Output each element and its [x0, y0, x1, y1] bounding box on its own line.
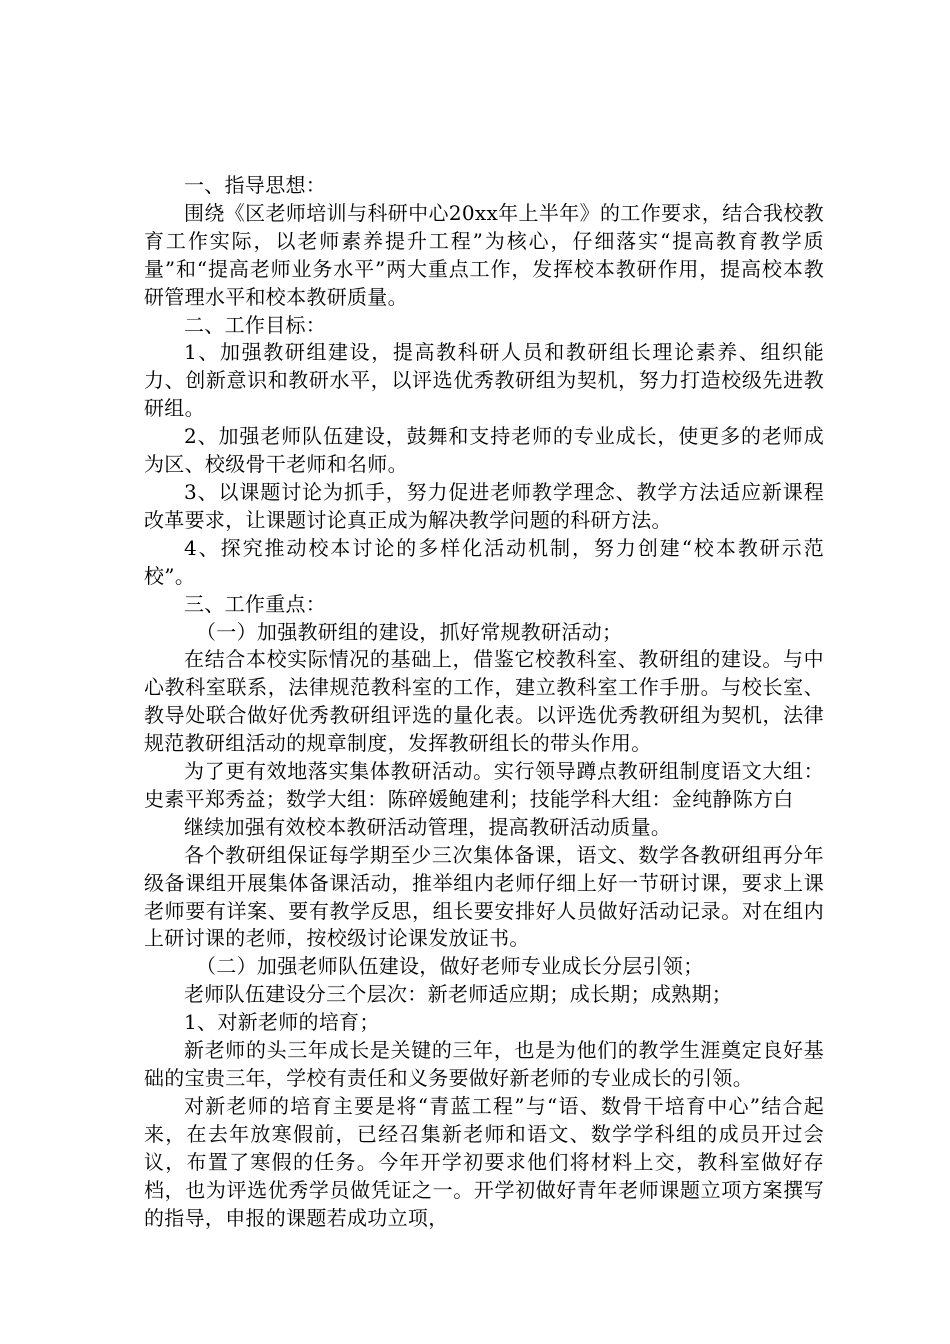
paragraph: 继续加强有效校本教研活动管理，提高教研活动质量。 — [184, 814, 672, 839]
heading-work-goals: 二、工作目标： — [184, 312, 327, 337]
paragraph: 为了更有效地落实集体教研活动。实行领导蹲点教研组制度语文大组：史素平郑秀益；数学大组：陈碎媛鲍建利；技能学科大组：金纯静陈方白 — [144, 759, 824, 811]
heading-guiding-ideology: 一、指导思想： — [184, 173, 327, 197]
heading-work-focus: 三、工作重点： — [184, 591, 327, 616]
paragraph: 对新老师的培育主要是将“青蓝工程”与“语、数骨干培育中心”结合起来，在去年放寒假前，已经召集新老师和语文、数学学科组的成员开过会议，布置了寒假的任务。今年开学初要求他们将材料上交，教科室做好存档，也为评选优秀学员做凭证之一。开学初做好青年老师课题立项方案撰写的指导，申报的课题若成功立项， — [144, 1093, 824, 1230]
paragraph: 围绕《区老师培训与科研中心20xx年上半年》的工作要求，结合我校教育工作实际，以老师素养提升工程”为核心，仔细落实“提高教育教学质量”和“提高老师业务水平”两大重点工作，发挥校本教研作用，提高校本教研管理水平和校本教研质量。 — [144, 200, 824, 309]
document-body — [144, 172, 824, 1232]
paragraph: 1、对新老师的培育； — [184, 1010, 380, 1035]
paragraph: 4、探究推动校本讨论的多样化活动机制，努力创建“校本教研示范校”。 — [144, 535, 824, 588]
paragraph: 各个教研组保证每学期至少三次集体备课，语文、数学各教研组再分年级备课组开展集体备课活动，推举组内老师仔细上好一节研讨课，要求上课老师要有详案、要有教学反思，组长要安排好人员做好活动记录。对在组内上研讨课的老师，按校级讨论课发放证书。 — [144, 842, 824, 951]
paragraph: 在结合本校实际情况的基础上，借鉴它校教科室、教研组的建设。与中心教科室联系，法律规范教科室的工作，建立教科室工作手册。与校长室、教导处联合做好优秀教研组评选的量化表。以评选优秀教研组为契机，法律规范教研组活动的规章制度，发挥教研组长的带头作用。 — [144, 647, 824, 756]
subheading-teacher-team: （二）加强老师队伍建设，做好老师专业成长分层引领； — [196, 954, 704, 979]
paragraph: 老师队伍建设分三个层次：新老师适应期；成长期；成熟期； — [184, 982, 733, 1007]
paragraph: 3、以课题讨论为抓手，努力促进老师教学理念、教学方法适应新课程改革要求，让课题讨论真正成为解决教学问题的科研方法。 — [144, 479, 824, 532]
paragraph: 2、加强老师队伍建设，鼓舞和支持老师的专业成长，使更多的老师成为区、校级骨干老师和名师。 — [144, 424, 824, 477]
paragraph: 新老师的头三年成长是关键的三年，也是为他们的教学生涯奠定良好基础的宝贵三年，学校有责任和义务要做好新老师的专业成长的引领。 — [144, 1038, 824, 1090]
paragraph: 1、加强教研组建设，提高教科研人员和教研组长理论素养、组织能力、创新意识和教研水平，以评选优秀教研组为契机，努力打造校级先进教研组。 — [144, 340, 824, 421]
subheading-teaching-groups: （一）加强教研组的建设，抓好常规教研活动； — [196, 619, 623, 644]
